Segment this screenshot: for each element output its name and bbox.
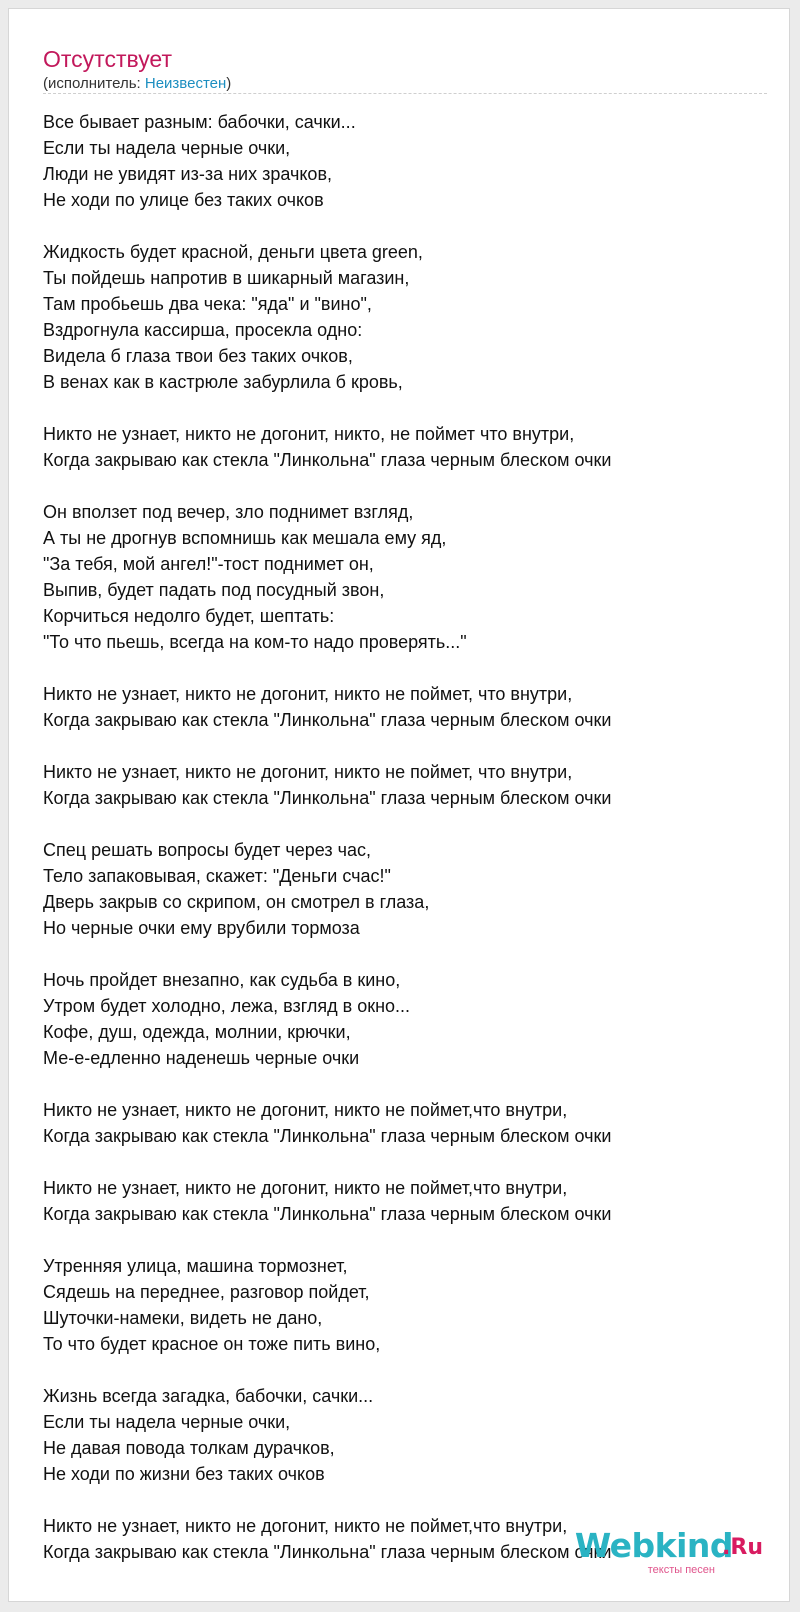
lyrics-line: Шуточки-намеки, видеть не дано,: [43, 1308, 323, 1328]
lyrics-line: Когда закрываю как стекла "Линкольна" глаза черным блеском очки: [43, 1542, 612, 1562]
lyrics-line: Утром будет холодно, лежа, взгляд в окно...: [43, 996, 411, 1016]
lyrics-stanza: [43, 1097, 783, 1149]
logo-subtitle: тексты песен: [647, 1564, 715, 1576]
lyrics-line: Тело запаковывая, скажет: "Деньги счас!": [43, 866, 391, 886]
lyrics-line: Не ходи по жизни без таких очков: [43, 1464, 325, 1484]
lyrics-line: Все бывает разным: бабочки, сачки...: [43, 112, 356, 132]
lyrics-line: Люди не увидят из-за них зрачков,: [43, 164, 333, 184]
lyrics-line: Когда закрываю как стекла "Линкольна" глаза черным блеском очки: [43, 1126, 612, 1146]
lyrics-stanza: [43, 1383, 783, 1487]
lyrics-line: Никто не узнает, никто не догонит, никто не поймет,что внутри,: [43, 1100, 568, 1120]
lyrics-line: Кофе, душ, одежда, молнии, крючки,: [43, 1022, 351, 1042]
artist-prefix: (исполнитель:: [43, 75, 145, 92]
lyrics-stanza: [43, 1175, 783, 1227]
lyrics-stanza: [43, 837, 783, 941]
lyrics-line: А ты не дрогнув вспомнишь как мешала ему яд,: [43, 528, 447, 548]
lyrics-line: Ты пойдешь напротив в шикарный магазин,: [43, 268, 410, 288]
lyrics-line: Вздрогнула кассирша, просекла одно:: [43, 320, 363, 340]
lyrics-line: Корчиться недолго будет, шептать:: [43, 606, 335, 626]
lyrics-line: Выпив, будет падать под посудный звон,: [43, 580, 385, 600]
lyrics-line: Спец решать вопросы будет через час,: [43, 840, 371, 860]
lyrics-line: Не ходи по улице без таких очков: [43, 190, 324, 210]
lyrics-card: [8, 8, 790, 1602]
artist-suffix: ): [226, 75, 232, 92]
lyrics-line: Никто не узнает, никто не догонит, никто не поймет, что внутри,: [43, 762, 573, 782]
lyrics-line: Он вползет под вечер, зло поднимет взгляд,: [43, 502, 414, 522]
lyrics-stanza: [43, 681, 783, 733]
lyrics-stanza: [43, 239, 783, 395]
lyrics-line: Когда закрываю как стекла "Линкольна" глаза черным блеском очки: [43, 710, 612, 730]
lyrics-line: Никто не узнает, никто не догонит, никто не поймет,что внутри,: [43, 1178, 568, 1198]
lyrics-line: Никто не узнает, никто не догонит, никто не поймет, что внутри,: [43, 684, 573, 704]
lyrics-line: Сядешь на переднее, разговор пойдет,: [43, 1282, 370, 1302]
lyrics-stanza: [43, 759, 783, 811]
lyrics-stanza: [43, 109, 783, 213]
lyrics-line: "То что пьешь, всегда на ком-то надо проверять...": [43, 632, 467, 652]
lyrics-stanza: [43, 421, 783, 473]
song-title: Отсутствует: [43, 46, 172, 72]
logo-wordmark: Webkind: [574, 1526, 733, 1565]
lyrics-line: Когда закрываю как стекла "Линкольна" глаза черным блеском очки: [43, 450, 612, 470]
lyrics-line: Утренняя улица, машина тормознет,: [43, 1256, 348, 1276]
artist-link[interactable]: Неизвестен: [144, 75, 227, 92]
lyrics-line: В венах как в кастрюле забурлила б кровь,: [43, 372, 403, 392]
header-divider: [43, 93, 767, 94]
lyrics-line: То что будет красное он тоже пить вино,: [43, 1334, 381, 1354]
lyrics-line: Если ты надела черные очки,: [43, 1412, 291, 1432]
lyrics-stanza: [43, 499, 783, 655]
lyrics-line: "За тебя, мой ангел!"-тост поднимет он,: [43, 554, 374, 574]
artist-line: [43, 75, 231, 93]
logo-domain: .Ru: [722, 1535, 763, 1560]
lyrics-line: Видела б глаза твои без таких очков,: [43, 346, 353, 366]
lyrics-line: Жизнь всегда загадка, бабочки, сачки...: [43, 1386, 374, 1406]
lyrics-stanza: [43, 1253, 783, 1357]
lyrics-line: Дверь закрыв со скрипом, он смотрел в глаза,: [43, 892, 430, 912]
lyrics-stanza: [43, 967, 783, 1071]
lyrics-line: Когда закрываю как стекла "Линкольна" глаза черным блеском очки: [43, 788, 612, 808]
site-logo[interactable]: [563, 1527, 763, 1579]
lyrics-line: Не давая повода толкам дурачков,: [43, 1438, 335, 1458]
lyrics-line: Ночь пройдет внезапно, как судьба в кино,: [43, 970, 401, 990]
lyrics-line: Ме-е-едленно наденешь черные очки: [43, 1048, 360, 1068]
lyrics-body: [43, 109, 783, 1591]
lyrics-line: Если ты надела черные очки,: [43, 138, 291, 158]
lyrics-line: Но черные очки ему врубили тормоза: [43, 918, 360, 938]
lyrics-line: Там пробьешь два чека: "яда" и "вино",: [43, 294, 372, 314]
lyrics-line: Когда закрываю как стекла "Линкольна" глаза черным блеском очки: [43, 1204, 612, 1224]
lyrics-line: Никто не узнает, никто не догонит, никто не поймет,что внутри,: [43, 1516, 568, 1536]
lyrics-line: Никто не узнает, никто не догонит, никто, не поймет что внутри,: [43, 424, 575, 444]
lyrics-line: Жидкость будет красной, деньги цвета green,: [43, 242, 423, 262]
